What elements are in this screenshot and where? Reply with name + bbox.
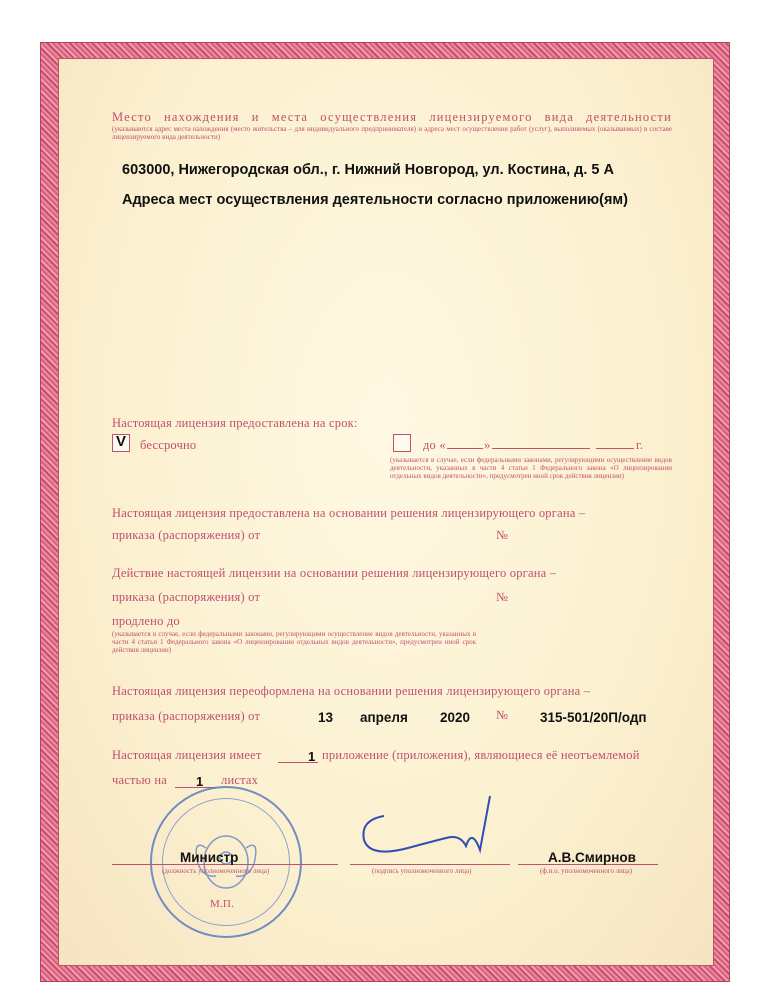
header-title: Место нахождения и места осуществления лицензируемого вида деятельности — [112, 110, 672, 124]
basis-num: № — [496, 528, 509, 542]
address-note: Адреса мест осуществления деятельности согласно приложению(ям) — [122, 192, 628, 208]
reissue-label: Настоящая лицензия переоформлена на основании решения лицензирующего органа – — [112, 684, 591, 698]
until-mid: » — [484, 438, 491, 452]
reissue-num-label: № — [496, 708, 509, 722]
sheets-before: частью на — [112, 773, 168, 787]
until-label: до « — [423, 438, 446, 452]
signature-icon — [350, 788, 510, 868]
sheets-count: 1 — [196, 774, 204, 789]
indefinite-checkbox — [112, 434, 130, 452]
position-note: (должность уполномоченного лица) — [162, 867, 270, 875]
name-note: (ф.и.о. уполномоченного лица) — [540, 867, 633, 875]
basis-order: приказа (распоряжения) от — [112, 528, 261, 542]
reissue-year: 2020 — [440, 710, 471, 725]
extension-label: Действие настоящей лицензии на основании решения лицензирующего органа – — [112, 566, 557, 580]
until-month-line — [492, 448, 590, 449]
term-note: (указывается в случае, если федеральными законами, регулирующими осуществление видов деятельности, указанных в части 4 статьи 1 Федерального закона «О лицензировании отдельных видов деятельности», предусмотрен иной срок действия лицензии) — [390, 456, 672, 480]
extension-order: приказа (распоряжения) от — [112, 590, 261, 604]
prolonged-label: продлено до — [112, 614, 180, 628]
signer-name: А.В.Смирнов — [548, 850, 636, 865]
position: Министр — [180, 850, 239, 865]
sign-line — [350, 864, 510, 865]
basis-label: Настоящая лицензия предоставлена на основании решения лицензирующего органа – — [112, 506, 586, 520]
address: 603000, Нижегородская обл., г. Нижний Новгород, ул. Костина, д. 5 А — [122, 162, 614, 178]
check-mark: V — [116, 433, 127, 450]
appendix-text-after: приложение (приложения), являющиеся её неотъемлемой — [322, 748, 640, 762]
until-day-line — [447, 448, 483, 449]
until-checkbox — [393, 434, 411, 452]
appendix-count: 1 — [308, 749, 316, 764]
reissue-order: приказа (распоряжения) от — [112, 709, 261, 723]
extension-note: (указывается в случае, если федеральными законами, регулирующими осуществление видов деятельности, указанных в части 4 статьи 1 Федерального закона «О лицензировании отдельных видов деятельности», предусмотрен иной срок действия лицензии) — [112, 630, 476, 654]
extension-num: № — [496, 590, 509, 604]
seal-label: М.П. — [210, 898, 235, 910]
sheets-after: листах — [221, 773, 259, 787]
term-label: Настоящая лицензия предоставлена на срок: — [112, 416, 358, 430]
indefinite-label: бессрочно — [140, 438, 197, 452]
until-year-line — [596, 448, 634, 449]
year-suffix: г. — [636, 438, 644, 452]
appendix-text-before: Настоящая лицензия имеет — [112, 748, 262, 762]
reissue-day: 13 — [318, 710, 334, 725]
reissue-month: апреля — [360, 710, 408, 725]
sign-note: (подпись уполномоченного лица) — [372, 867, 472, 875]
header-note: (указываются адрес места нахождения (место жительства – для индивидуального предпринимателя) и адреса мест осуществления работ (услуг), выполняемых (оказываемых) в составе лицензируемого вида деятельности) — [112, 125, 672, 141]
reissue-number: 315-501/20П/одп — [540, 710, 647, 725]
